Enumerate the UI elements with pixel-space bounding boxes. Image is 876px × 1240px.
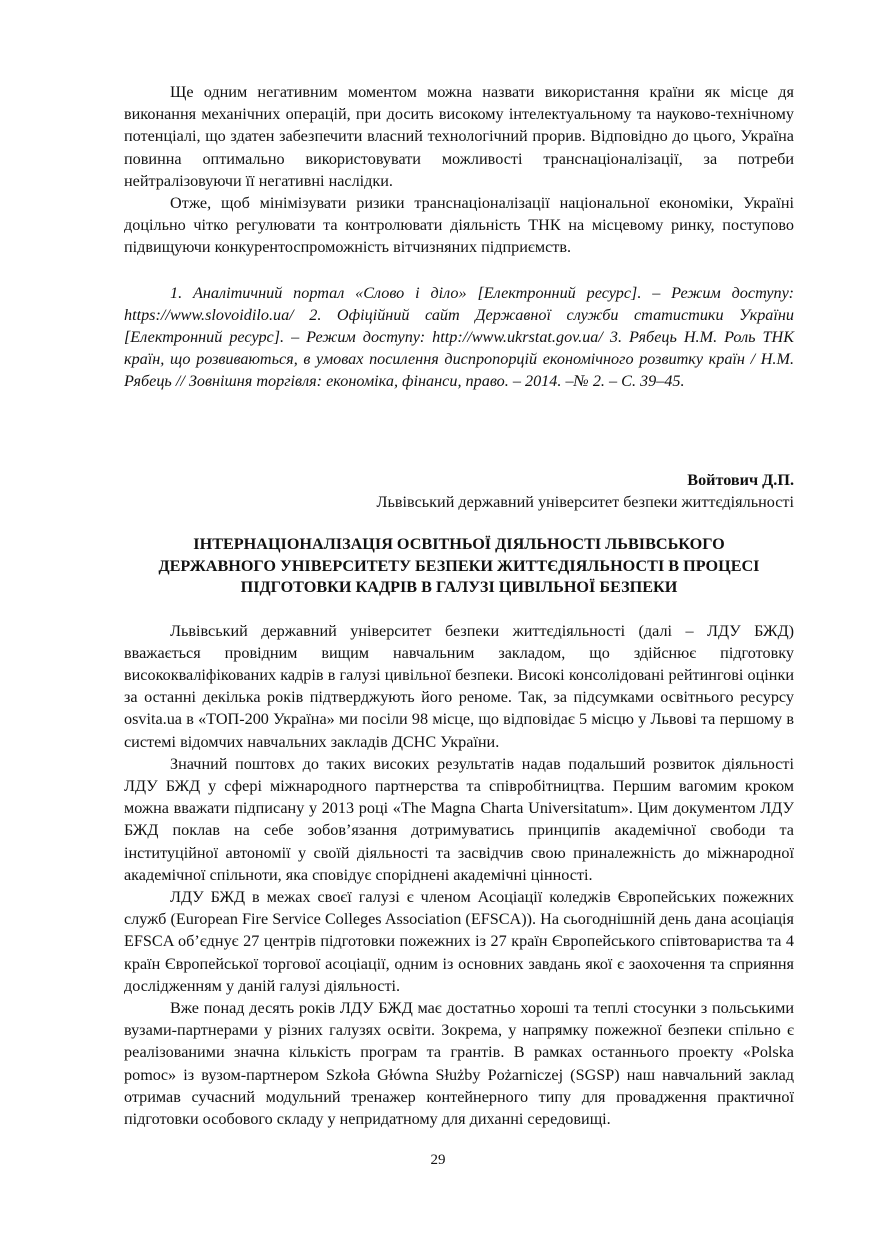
body-paragraph: Львівський державний університет безпеки життєдіяльності (далі – ЛДУ БЖД) вважається провідним вищим навчальним закладом, що здійснює підготовку висококваліфікованих кадрів в галузі цивільної безпеки. Високі консолідовані рейтингові оцінки за останні декілька років підтверджують його реноме. Так, за підсумками освітнього ресурсу osvita.ua в «ТОП-200 Україна» ми посіли 98 місце, що відповідає 5 місцю у Львові та першому в системі відомчих навчальних закладів ДСНС України.	[124, 621, 794, 751]
body-paragraph: Значний поштовх до таких високих результатів надав подальший розвиток діяльності ЛДУ БЖД у сфері міжнародного партнерства та співробітництва. Першим вагомим кроком можна вважати підписану у 2013 році «The Magna Charta Universitatum». Цим документом ЛДУ БЖД поклав на себе зобов’язання дотримуватись принципів академічної свободи та інституційної автономії у своїй діяльності та засвідчив свою приналежність до міжнародної академічної спільноти, яка сповідує споріднені академічні цінності.	[124, 754, 794, 884]
body-paragraph: ЛДУ БЖД в межах своєї галузі є членом Асоціації коледжів Європейських пожежних служб (European Fire Service Colleges Association (EFSCA)). На сьогоднішній день дана асоціація EFSCA об’єднує 27 центрів підготовки пожежних із 27 країн Європейського співтовариства та 4 країн Європейської торгової асоціації, одним із основних завдань якої є заохочення та сприяння дослідженням у даній галузі діяльності.	[124, 887, 794, 995]
article-body	[124, 620, 794, 1131]
article-title: ІНТЕРНАЦІОНАЛІЗАЦІЯ ОСВІТНЬОЇ ДІЯЛЬНОСТІ ЛЬВІВСЬКОГО ДЕРЖАВНОГО УНІВЕРСИТЕТУ БЕЗПЕКИ ЖИТТЄДІЯЛЬНОСТІ В ПРОЦЕСІ ПІДГОТОВКИ КАДРІВ В ГАЛУЗІ ЦИВІЛЬНОЇ БЕЗПЕКИ	[158, 535, 760, 597]
intro-section	[124, 81, 794, 259]
body-paragraph: Вже понад десять років ЛДУ БЖД має достатньо хороші та теплі стосунки з польськими вузами-партнерами у різних галузях освіти. Зокрема, у напрямку пожежної безпеки спільно є реалізованими значна кількість програм та грантів. В рамках останнього проекту «Polska pomoc» із вузом-партнером Szkoła Główna Służby Pożarniczej (SGSP) наш навчальний заклад отримав сучасний модульний тренажер контейнерного типу для провадження практичної підготовки особового складу у непридатному для диханні середовищі.	[124, 999, 794, 1129]
intro-paragraph: Отже, щоб мінімізувати ризики транснаціоналізації національної економіки, Україні доцільно чітко регулювати та контролювати діяльність ТНК на місцевому ринку, поступово підвищуючи конкурентоспроможність вітчизняних підприємств.	[124, 194, 794, 257]
author-affiliation: Львівський державний університет безпеки життєдіяльності	[376, 492, 794, 511]
page-number: 29	[430, 1152, 446, 1168]
intro-paragraph: Ще одним негативним моментом можна назвати використання країни як місце дя виконання механічних операцій, при досить високому інтелектуальному та науково-технічному потенціалі, що здатен забезпечити власний технологічний прорив. Відповідно до цього, Україна повинна оптимально використовувати можливості транснаціоналізації, за потреби нейтралізовуючи її негативні наслідки.	[124, 83, 794, 190]
author-name: Войтович Д.П.	[687, 470, 794, 489]
references: 1. Аналітичний портал «Слово і діло» [Електронний ресурс]. – Режим доступу: https://www.slovoidilo.ua/ 2. Офіційний сайт Державної служби статистики України [Електронний ресурс]. – Режим доступу: http://www.ukrstat.gov.ua/ 3. Рябець Н.М. Роль ТНК країн, що розвиваються, в умовах посилення диспропорцій економічного розвитку країн / Н.М. Рябець // Зовнішня торгівля: економіка, фінанси, право. – 2014. –№ 2. – С. 39–45.	[124, 283, 794, 391]
